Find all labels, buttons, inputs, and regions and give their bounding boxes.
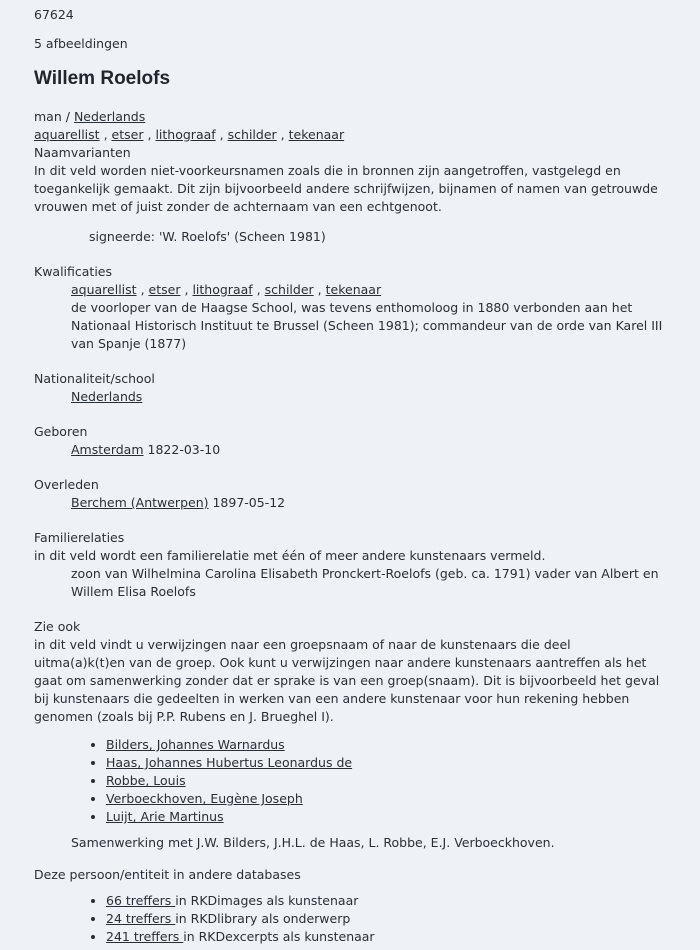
list-item: • 241 treffers in RKDexcerpts als kunstenaar: [106, 928, 664, 946]
profession-link-etser[interactable]: etser: [111, 127, 144, 142]
see-also-link-haas[interactable]: Haas, Johannes Hubertus Leonardus de: [106, 755, 353, 770]
name-variants-value: signeerde: 'W. Roelofs' (Scheen 1981): [89, 229, 326, 244]
databases-label: Deze persoon/entiteit in andere databases: [34, 867, 301, 882]
qualification-link-etser[interactable]: etser: [148, 282, 181, 297]
images-count: 5 afbeeldingen: [34, 36, 128, 51]
collaboration-text: Samenwerking met J.W. Bilders, J.H.L. de Haas, L. Robbe, E.J. Verboeckhoven.: [71, 835, 555, 850]
qualification-links: aquarellist , etser , lithograaf , schilder , tekenaar: [71, 282, 382, 297]
see-also-link-robbe[interactable]: Robbe, Louis: [106, 773, 186, 788]
record-id: 67624: [34, 7, 74, 22]
born-label: Geboren: [34, 424, 88, 439]
died-place-link[interactable]: Berchem (Antwerpen): [71, 495, 209, 510]
born-place-link[interactable]: Amsterdam: [71, 442, 144, 457]
see-also-link-bilders[interactable]: Bilders, Johannes Warnardus: [106, 737, 285, 752]
list-item: [106, 808, 664, 826]
profession-link-tekenaar[interactable]: tekenaar: [288, 127, 345, 142]
databases-list: [34, 892, 664, 946]
nationality-value-link[interactable]: Nederlands: [71, 389, 143, 404]
see-also-link-verboeckhoven[interactable]: Verboeckhoven, Eugène Joseph: [106, 791, 303, 806]
died-label: Overleden: [34, 477, 99, 492]
born-line: [34, 441, 664, 459]
profession-link-schilder[interactable]: schilder: [227, 127, 277, 142]
list-item: [106, 790, 664, 808]
name-variants-label: Naamvarianten: [34, 145, 131, 160]
qualification-link-lithograaf[interactable]: lithograaf: [192, 282, 253, 297]
qualification-link-aquarellist[interactable]: aquarellist: [71, 282, 137, 297]
profession-link-lithograaf[interactable]: lithograaf: [155, 127, 216, 142]
rkdexcerpts-hits-link[interactable]: 241 treffers: [106, 929, 184, 944]
qualifications-label: Kwalificaties: [34, 264, 113, 279]
profession-link-aquarellist[interactable]: aquarellist: [34, 127, 100, 142]
see-also-link-luijt[interactable]: Luijt, Arie Martinus: [106, 809, 224, 824]
qualification-link-tekenaar[interactable]: tekenaar: [325, 282, 382, 297]
rkdlibrary-hits-link[interactable]: 24 treffers: [106, 911, 176, 926]
family-value: zoon van Wilhelmina Carolina Elisabeth Pronckert-Roelofs (geb. ca. 1791) vader van Albert en Willem Elisa Roelofs: [71, 566, 659, 599]
see-also-description: in dit veld vindt u verwijzingen naar een groepsnaam of naar de kunstenaars die deel uitma(a)k(t)en van de groep. Ook kunt u verwijzingen naar andere kunstenaars aantreffen als het gaat om samenwerking zonder dat er sprake is van een groep(snaam). Dit is bijvoorbeeld het geval bij kunstenaars die gedeelten in werken van een andere kunstenaar voor hun rekening hebben genomen (zoals bij P.P. Rubens en J. Brueghel I).: [34, 637, 660, 724]
family-description: in dit veld wordt een familierelatie met één of meer andere kunstenaars vermeld.: [34, 548, 546, 563]
died-line: [34, 494, 664, 512]
profession-links: aquarellist , etser , lithograaf , schilder , tekenaar: [34, 127, 345, 142]
see-also-label: Zie ook: [34, 619, 81, 634]
list-item: • 24 treffers in RKDlibrary als onderwerp: [106, 910, 664, 928]
nationality-label: Nationaliteit/school: [34, 371, 155, 386]
name-variants-description: In dit veld worden niet-voorkeursnamen zoals die in bronnen zijn aangetroffen, vastgelegd en toegankelijk gemaakt. Dit zijn bijvoorbeeld andere schrijfwijzen, bijnamen of namen van getrouwde vrouwen met of juist zonder de achternaam van een echtgenoot.: [34, 163, 658, 214]
list-item: [106, 736, 664, 754]
list-item: • 66 treffers in RKDimages als kunstenaar: [106, 892, 664, 910]
record-page: [34, 6, 664, 946]
qualification-link-schilder[interactable]: schilder: [264, 282, 314, 297]
nationality-link[interactable]: Nederlands: [73, 109, 146, 124]
gender: man: [34, 109, 62, 124]
died-date: 1897-05-12: [212, 495, 286, 510]
born-date: 1822-03-10: [147, 442, 221, 457]
rkdimages-hits-link[interactable]: 66 treffers: [106, 893, 176, 908]
list-item: [106, 772, 664, 790]
artist-name: Willem Roelofs: [34, 68, 171, 89]
see-also-list: [34, 736, 664, 826]
gender-nationality-line: man / Nederlands: [34, 109, 146, 124]
list-item: [106, 754, 664, 772]
family-label: Familierelaties: [34, 530, 125, 545]
qualifications-note: de voorloper van de Haagse School, was tevens enthomoloog in 1880 verbonden aan het Nationaal Historisch Instituut te Brussel (Scheen 1981); commandeur van de orde van Karel III van Spanje (1877): [71, 300, 663, 351]
